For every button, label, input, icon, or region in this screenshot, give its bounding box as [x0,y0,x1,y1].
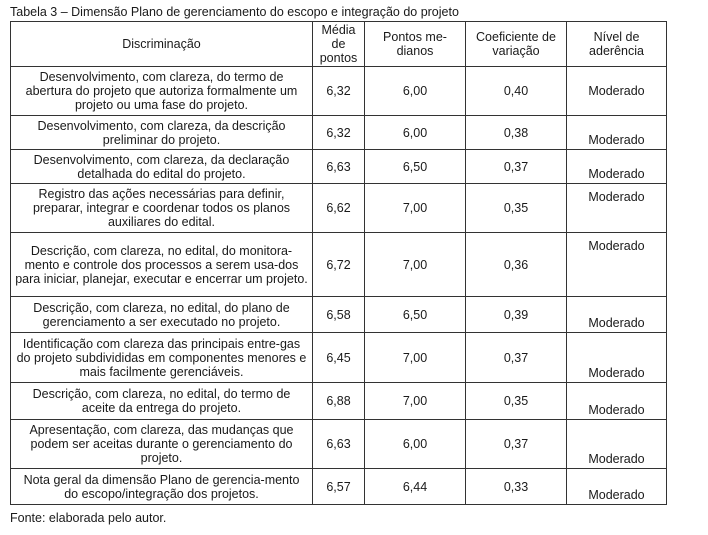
cell-media: 6,63 [313,150,365,184]
table-row [11,116,667,150]
cell-media: 6,57 [313,469,365,505]
cell-discriminacao: Nota geral da dimensão Plano de gerencia-mento do escopo/integração dos projetos. [11,469,313,505]
cell-media: 6,88 [313,383,365,420]
cell-nivel: Moderado [567,67,667,116]
cell-discriminacao: Desenvolvimento, com clareza, da declaração detalhada do edital do projeto. [11,150,313,184]
cell-discriminacao: Apresentação, com clareza, das mudanças que podem ser aceitas durante o gerenciamento do projeto. [11,420,313,469]
cell-discriminacao: Descrição, com clareza, no edital, do monitora-mento e controle dos processos a serem usa-dos para iniciar, planejar, executar e encerrar um projeto. [11,233,313,297]
cell-media: 6,32 [313,116,365,150]
header-mediana: Pontos me-dianos [365,22,466,67]
table-row [11,383,667,420]
table-row [11,184,667,233]
cell-media: 6,32 [313,67,365,116]
cell-mediana: 7,00 [365,333,466,383]
cell-mediana: 7,00 [365,233,466,297]
cell-discriminacao: Desenvolvimento, com clareza, da descrição preliminar do projeto. [11,116,313,150]
cell-mediana: 6,00 [365,116,466,150]
table-header [11,22,667,67]
cell-discriminacao: Registro das ações necessárias para definir, preparar, integrar e coordenar todos os planos auxiliares do edital. [11,184,313,233]
table-caption: Tabela 3 – Dimensão Plano de gerenciamento do escopo e integração do projeto [10,5,459,19]
cell-mediana: 6,44 [365,469,466,505]
cell-coeficiente: 0,35 [466,383,567,420]
header-coeficiente: Coeficiente de variação [466,22,567,67]
header-nivel: Nível de aderência [567,22,667,67]
header-row [11,22,667,67]
cell-nivel: Moderado [567,233,667,297]
table-row [11,233,667,297]
cell-coeficiente: 0,35 [466,184,567,233]
cell-coeficiente: 0,37 [466,420,567,469]
cell-media: 6,45 [313,333,365,383]
cell-nivel: Moderado [567,150,667,184]
cell-coeficiente: 0,33 [466,469,567,505]
table-row [11,150,667,184]
cell-discriminacao: Identificação com clareza das principais entre-gas do projeto subdivididas em componentes menores e mais facilmente gerenciáveis. [11,333,313,383]
cell-nivel: Moderado [567,297,667,333]
cell-mediana: 7,00 [365,383,466,420]
header-media: Média de pontos [313,22,365,67]
cell-coeficiente: 0,37 [466,150,567,184]
cell-coeficiente: 0,36 [466,233,567,297]
cell-discriminacao: Descrição, com clareza, no edital, do plano de gerenciamento a ser executado no projeto. [11,297,313,333]
cell-discriminacao: Descrição, com clareza, no edital, do termo de aceite da entrega do projeto. [11,383,313,420]
cell-nivel: Moderado [567,469,667,505]
cell-coeficiente: 0,37 [466,333,567,383]
cell-discriminacao: Desenvolvimento, com clareza, do termo de abertura do projeto que autoriza formalmente um projeto ou uma fase do projeto. [11,67,313,116]
cell-coeficiente: 0,39 [466,297,567,333]
cell-coeficiente: 0,40 [466,67,567,116]
cell-coeficiente: 0,38 [466,116,567,150]
table-source-note: Fonte: elaborada pelo autor. [10,511,167,525]
cell-mediana: 6,50 [365,297,466,333]
cell-nivel: Moderado [567,333,667,383]
cell-media: 6,62 [313,184,365,233]
cell-mediana: 6,50 [365,150,466,184]
cell-mediana: 7,00 [365,184,466,233]
cell-media: 6,58 [313,297,365,333]
cell-nivel: Moderado [567,184,667,233]
table-row [11,469,667,505]
cell-mediana: 6,00 [365,420,466,469]
cell-media: 6,72 [313,233,365,297]
table-row [11,333,667,383]
cell-nivel: Moderado [567,420,667,469]
table-row [11,420,667,469]
table-row [11,67,667,116]
cell-nivel: Moderado [567,383,667,420]
adherence-table [10,21,667,505]
cell-nivel: Moderado [567,116,667,150]
header-discriminacao: Discriminação [11,22,313,67]
cell-mediana: 6,00 [365,67,466,116]
table-row [11,297,667,333]
cell-media: 6,63 [313,420,365,469]
